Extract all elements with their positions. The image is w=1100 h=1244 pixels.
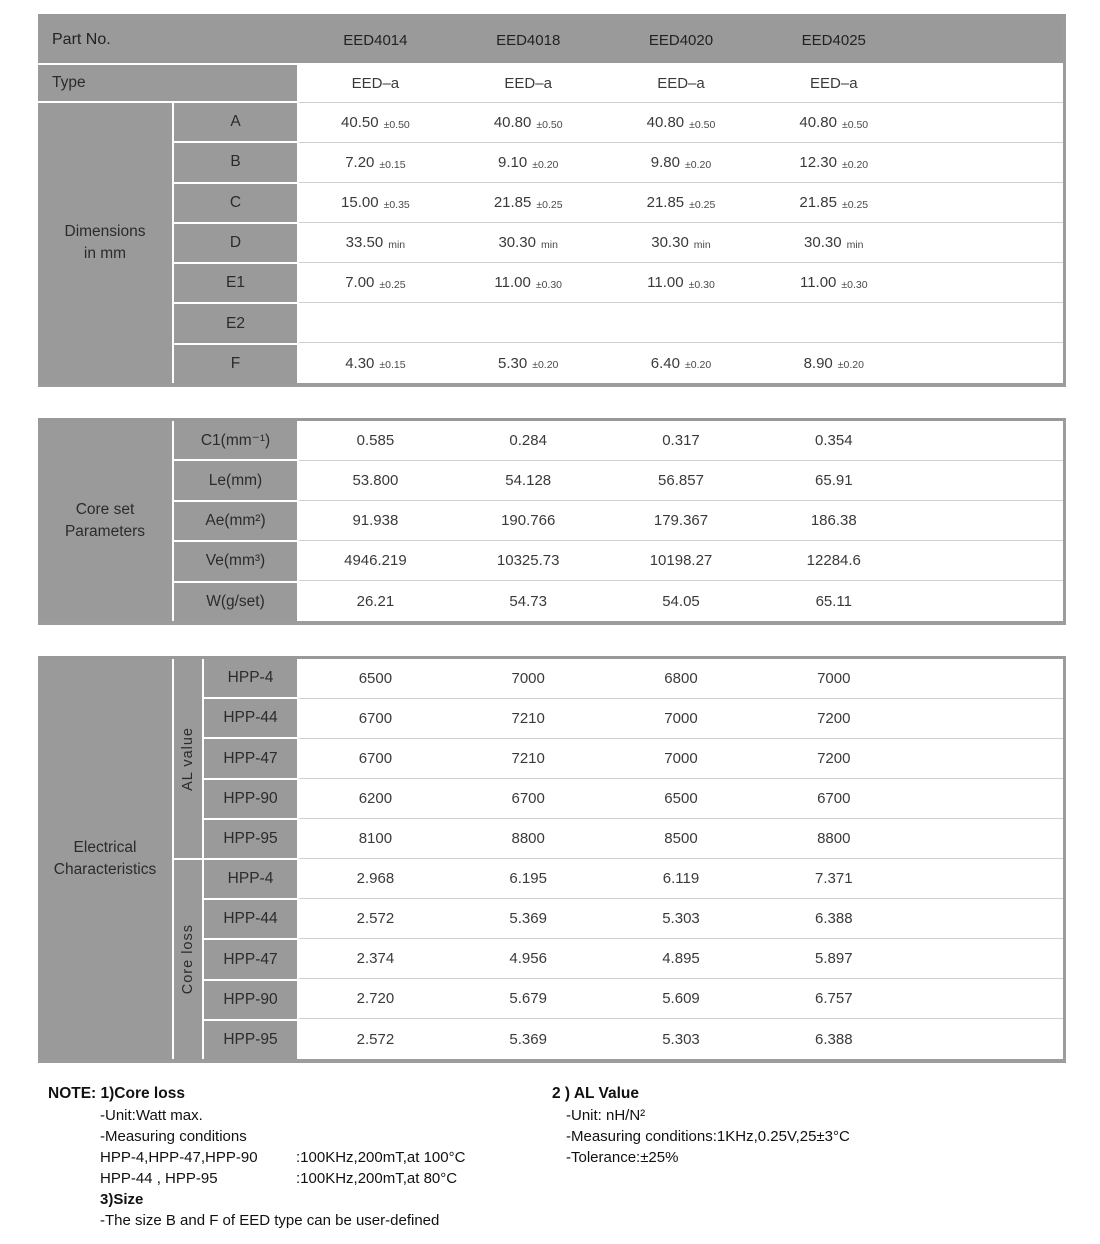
- table-core-set: [38, 418, 1066, 625]
- hpp-row-labels: [204, 659, 297, 1059]
- dim-value-cell: [605, 303, 758, 342]
- core-param-value: [910, 501, 1063, 540]
- dim-tolerance: ±0.15: [379, 158, 406, 171]
- core-param-value: 0.354: [815, 432, 853, 449]
- note-core-loss-lines: [48, 1105, 552, 1231]
- dim-value-cell: [910, 343, 1063, 383]
- dim-value: 15.00: [341, 194, 379, 211]
- part-number: EED4020: [648, 31, 714, 49]
- dim-value-cell: [452, 343, 605, 383]
- core-loss-cell: [910, 1019, 1063, 1059]
- dim-value-cell: [757, 343, 910, 383]
- dim-value: 11.00: [799, 274, 837, 291]
- core-param-value: 54.05: [662, 592, 700, 610]
- al-value-data-row: [299, 739, 1063, 779]
- dim-value-cell: [605, 143, 758, 182]
- part-number: EED4025: [801, 31, 866, 49]
- dim-tolerance: ±0.20: [837, 359, 864, 371]
- al-value-cell: 6200: [358, 790, 393, 807]
- core-param-value: 179.367: [653, 512, 709, 529]
- dimension-row-labels: [174, 103, 297, 383]
- subgroup-label-text: AL value: [180, 726, 196, 791]
- dim-value-cell: [299, 143, 452, 182]
- al-value-cell: 8800: [817, 830, 851, 847]
- core-set-section: [38, 421, 1063, 621]
- al-value-data-row: [299, 819, 1063, 859]
- type-value: EED–a: [504, 75, 552, 92]
- electrical-group-label-line2: Characteristics: [53, 861, 157, 878]
- note-line: [48, 1105, 552, 1126]
- dim-value: 40.80: [646, 114, 685, 131]
- al-value-cell: [910, 739, 1063, 778]
- dim-value: 30.30: [651, 234, 689, 251]
- al-value-cell: [910, 699, 1063, 738]
- core-param-value: 10325.73: [496, 552, 560, 569]
- dimensions-group-label: [38, 103, 172, 383]
- core-param-value: 186.38: [810, 512, 857, 529]
- note-line: [48, 1126, 552, 1147]
- dim-tolerance: ±0.20: [532, 359, 559, 371]
- dim-value: 7.00: [345, 274, 375, 291]
- core-param-value: 53.800: [352, 472, 399, 489]
- al-value-data-row: [299, 659, 1063, 699]
- core-param-value: 0.317: [662, 432, 700, 449]
- hpp-row-label: HPP-47: [204, 739, 297, 777]
- dim-value-cell: [452, 103, 605, 142]
- core-param-value: 91.938: [352, 512, 399, 529]
- core-param-labels: [174, 421, 297, 621]
- dim-value-cell: [757, 263, 910, 302]
- dim-value: 12.30: [799, 154, 837, 171]
- note-al-value-title: 2 ) AL Value: [552, 1085, 640, 1102]
- note-text: -Measuring conditions: [100, 1128, 247, 1145]
- dim-tolerance: ±0.50: [689, 118, 716, 131]
- part-number: [910, 17, 1063, 63]
- type-value: EED–a: [351, 75, 400, 92]
- al-value-group-label: [174, 659, 202, 858]
- type-row: [38, 65, 1063, 103]
- dim-value-cell: [605, 263, 758, 302]
- table-dimensions: [38, 14, 1066, 387]
- dim-tolerance: ±0.20: [684, 158, 712, 171]
- note-line: [552, 1126, 1100, 1147]
- dim-row-label: A: [174, 103, 297, 141]
- part-number-columns: [299, 17, 1063, 63]
- dim-data-row: [299, 183, 1063, 223]
- al-value-cell: 6700: [511, 790, 545, 807]
- dim-value-cell: [299, 263, 452, 302]
- note-text: -Measuring conditions:1KHz,0.25V,25±3°C: [566, 1128, 850, 1145]
- al-value-cell: 8100: [358, 830, 393, 847]
- hpp-row-label: HPP-95: [204, 820, 297, 858]
- al-value-cell: [910, 779, 1063, 818]
- core-param-value: 0.284: [509, 432, 547, 449]
- core-data-row: [299, 541, 1063, 581]
- core-loss-cell: 5.303: [662, 1030, 700, 1048]
- core-loss-cell: [910, 899, 1063, 938]
- dimensions-group-label-line1: Dimensions: [64, 222, 146, 240]
- dim-value: 8.90: [803, 354, 833, 372]
- dim-value-cell: [299, 103, 452, 142]
- note-al-value: [552, 1083, 1100, 1231]
- type-value: EED–a: [810, 75, 858, 92]
- core-loss-cell: [910, 979, 1063, 1018]
- note-core-loss: [48, 1083, 552, 1231]
- note-text: -Unit: nH/N²: [566, 1107, 646, 1124]
- dim-tolerance: ±0.15: [379, 359, 406, 371]
- core-loss-cell: 5.897: [815, 950, 853, 967]
- core-param-label: C1(mm⁻¹): [174, 421, 297, 459]
- dim-tolerance: ±0.30: [535, 278, 563, 291]
- core-loss-cell: [910, 939, 1063, 978]
- core-param-value: 12284.6: [806, 552, 861, 569]
- core-loss-cell: 5.679: [509, 990, 547, 1007]
- al-value-cell: [910, 819, 1063, 858]
- dim-row-label: E2: [174, 304, 297, 342]
- subgroup-label-text: Core loss: [180, 924, 196, 995]
- note-al-value-lines: [552, 1105, 1100, 1168]
- dim-value-cell: [757, 223, 910, 262]
- al-value-cell: 7210: [511, 710, 545, 727]
- type-value: EED–a: [657, 75, 705, 92]
- core-param-label: Le(mm): [174, 461, 297, 499]
- note-text: 3)Size: [100, 1191, 144, 1208]
- electrical-values: [299, 659, 1063, 1059]
- dim-value-cell: [910, 223, 1063, 262]
- dim-value: 40.80: [799, 114, 837, 131]
- core-param-label: Ve(mm³): [174, 542, 297, 580]
- core-param-value: 65.91: [815, 472, 853, 489]
- dim-tolerance: ±0.20: [684, 359, 712, 371]
- dim-value-cell: [910, 303, 1063, 342]
- al-value-cell: 6500: [664, 790, 698, 807]
- note-line: [552, 1147, 1100, 1168]
- dim-tolerance: ±0.50: [383, 118, 410, 131]
- dim-data-row: [299, 343, 1063, 383]
- al-value-cell: 7210: [511, 750, 545, 767]
- core-param-value: [910, 461, 1063, 500]
- core-loss-data-row: [299, 899, 1063, 939]
- dim-value: 11.00: [647, 274, 684, 291]
- dim-tolerance: ±0.20: [532, 158, 559, 171]
- core-loss-cell: 5.303: [662, 910, 700, 927]
- dim-value: 21.85: [799, 194, 837, 211]
- type-values: [299, 65, 1063, 103]
- dimension-values: [299, 103, 1063, 383]
- dim-tolerance: ±0.25: [689, 198, 716, 211]
- dim-value: 5.30: [497, 354, 528, 372]
- core-loss-cell: 5.609: [662, 990, 700, 1007]
- dimensions-section: [38, 103, 1063, 383]
- core-loss-cell: 2.572: [356, 910, 395, 927]
- type-value: [910, 65, 1063, 102]
- core-loss-cell: 4.895: [662, 950, 700, 967]
- note-condition-label: HPP-44 , HPP-95: [100, 1170, 218, 1187]
- hpp-row-label: HPP-44: [204, 900, 297, 938]
- hpp-row-label: HPP-90: [204, 981, 297, 1019]
- dim-value: 11.00: [494, 274, 531, 291]
- al-value-data-row: [299, 779, 1063, 819]
- al-value-cell: 6700: [358, 750, 393, 767]
- dim-tolerance: ±0.25: [536, 198, 563, 211]
- core-loss-cell: 5.369: [509, 1030, 547, 1048]
- dim-data-row: [299, 263, 1063, 303]
- dim-row-label: E1: [174, 264, 297, 302]
- core-loss-group-label: [174, 860, 202, 1059]
- dim-value-cell: [910, 103, 1063, 142]
- al-value-cell: 6700: [817, 790, 851, 807]
- core-loss-data-row: [299, 859, 1063, 899]
- al-value-cell: 8500: [664, 830, 698, 847]
- dim-tolerance: ±0.50: [536, 118, 563, 131]
- core-loss-cell: 4.956: [509, 950, 547, 967]
- core-set-group-label-line2: Parameters: [64, 523, 146, 540]
- note-line: [48, 1168, 552, 1189]
- electrical-group-label: [38, 659, 172, 1059]
- core-loss-cell: 2.720: [356, 990, 395, 1007]
- part-no-header-row: [38, 17, 1063, 63]
- note-line: [48, 1189, 552, 1210]
- al-value-data-row: [299, 699, 1063, 739]
- dim-value: 21.85: [646, 194, 685, 211]
- al-value-cell: 7200: [817, 710, 851, 727]
- dim-value-cell: [757, 103, 910, 142]
- al-value-cell: 7000: [511, 670, 545, 687]
- core-loss-cell: 7.371: [815, 870, 853, 887]
- core-loss-data-row: [299, 1019, 1063, 1059]
- dim-value-cell: [452, 183, 605, 222]
- core-loss-cell: 6.388: [815, 910, 853, 927]
- core-data-row: [299, 501, 1063, 541]
- core-data-row: [299, 421, 1063, 461]
- core-loss-cell: 2.968: [356, 870, 395, 887]
- core-loss-data-row: [299, 939, 1063, 979]
- dim-value-cell: [605, 223, 758, 262]
- note-line: [48, 1147, 552, 1168]
- dim-tolerance: ±0.30: [688, 278, 715, 291]
- note-condition-text: :100KHz,200mT,at 100°C: [296, 1149, 466, 1166]
- dim-value-cell: [299, 223, 452, 262]
- table-electrical: [38, 656, 1066, 1063]
- dim-value-cell: [757, 303, 910, 342]
- part-number: EED4014: [343, 31, 408, 49]
- note-line: [552, 1105, 1100, 1126]
- core-param-label: Ae(mm²): [174, 502, 297, 540]
- al-value-cell: 7000: [664, 750, 698, 767]
- dim-data-row: [299, 303, 1063, 343]
- core-loss-cell: [910, 859, 1063, 898]
- core-param-value: 54.73: [509, 592, 547, 610]
- note-text: -Unit:Watt max.: [100, 1107, 203, 1124]
- dim-value-cell: [452, 143, 605, 182]
- dim-value: 30.30: [498, 234, 536, 251]
- dim-row-label: C: [174, 184, 297, 222]
- hpp-row-label: HPP-4: [204, 659, 297, 697]
- al-value-cell: [910, 659, 1063, 698]
- electrical-section: [38, 659, 1063, 1059]
- core-param-label: W(g/set): [174, 583, 297, 621]
- dim-value-cell: [605, 103, 758, 142]
- dim-value: 21.85: [493, 194, 532, 211]
- core-data-row: [299, 461, 1063, 501]
- dim-value-cell: [910, 263, 1063, 302]
- dim-value: 4.30: [345, 354, 375, 372]
- dim-value-cell: [605, 183, 758, 222]
- dim-row-label: F: [174, 345, 297, 383]
- dim-value: 40.50: [341, 114, 379, 131]
- core-param-value: 65.11: [815, 592, 852, 610]
- core-loss-cell: 5.369: [509, 910, 547, 927]
- core-set-group-label-line1: Core set: [75, 500, 135, 518]
- dim-tolerance: min: [388, 238, 406, 251]
- electrical-group-label-line1: Electrical: [73, 838, 137, 856]
- dim-tolerance: ±0.20: [841, 158, 869, 171]
- dim-tolerance: ±0.35: [383, 198, 410, 211]
- core-loss-cell: 6.119: [662, 870, 700, 887]
- dim-value-cell: [299, 183, 452, 222]
- al-value-cell: 7000: [664, 710, 698, 727]
- core-loss-cell: 6.388: [815, 1030, 853, 1048]
- dim-value-cell: [299, 343, 452, 383]
- al-value-cell: 6500: [358, 670, 393, 687]
- hpp-row-label: HPP-44: [204, 699, 297, 737]
- part-number: EED4018: [496, 31, 561, 49]
- dim-tolerance: ±0.25: [841, 198, 869, 211]
- dim-value-cell: [299, 303, 452, 342]
- dimensions-group-label-line2: in mm: [83, 245, 127, 262]
- core-loss-cell: 2.572: [356, 1030, 395, 1048]
- dim-value-cell: [910, 143, 1063, 182]
- dim-value-cell: [452, 263, 605, 302]
- note-text: -Tolerance:±25%: [566, 1149, 679, 1166]
- dim-value: 9.80: [650, 154, 680, 171]
- dim-value-cell: [452, 223, 605, 262]
- core-param-value: [910, 581, 1063, 621]
- dim-value-cell: [452, 303, 605, 342]
- hpp-row-label: HPP-47: [204, 940, 297, 978]
- core-loss-cell: 6.195: [509, 870, 547, 887]
- dim-value: 7.20: [345, 154, 375, 171]
- dim-row-label: B: [174, 143, 297, 181]
- core-loss-cell: 6.757: [815, 990, 853, 1007]
- dim-row-label: D: [174, 224, 297, 262]
- note-condition-label: HPP-4,HPP-47,HPP-90: [100, 1149, 258, 1166]
- dim-tolerance: min: [541, 238, 558, 251]
- dim-value: 40.80: [493, 114, 532, 131]
- al-value-cell: 7200: [817, 750, 851, 767]
- core-param-value: 190.766: [501, 512, 556, 529]
- dim-value-cell: [910, 183, 1063, 222]
- note-text: -The size B and F of EED type can be user-defined: [100, 1212, 440, 1229]
- note-core-loss-title: NOTE: 1)Core loss: [48, 1085, 185, 1102]
- core-param-value: 4946.219: [344, 552, 407, 569]
- note-condition-text: :100KHz,200mT,at 80°C: [296, 1170, 458, 1187]
- notes-section: [48, 1083, 1100, 1231]
- dim-value: 6.40: [650, 354, 680, 372]
- type-label: Type: [38, 65, 297, 101]
- dim-data-row: [299, 223, 1063, 263]
- dim-tolerance: ±0.25: [379, 278, 406, 291]
- dim-tolerance: ±0.30: [841, 278, 868, 291]
- core-param-value: 56.857: [658, 472, 704, 489]
- dim-value: 33.50: [345, 234, 384, 251]
- part-no-label: Part No.: [52, 31, 111, 48]
- core-param-value: [910, 421, 1063, 460]
- dim-data-row: [299, 143, 1063, 183]
- dim-tolerance: ±0.50: [841, 118, 869, 131]
- dim-tolerance: min: [846, 238, 864, 251]
- dim-data-row: [299, 103, 1063, 143]
- core-param-value: 10198.27: [649, 552, 713, 569]
- dim-value-cell: [605, 343, 758, 383]
- core-param-value: 0.585: [356, 432, 395, 449]
- al-value-cell: 6800: [664, 670, 698, 687]
- al-value-cell: 7000: [817, 670, 851, 687]
- core-param-value: 54.128: [505, 472, 552, 489]
- core-loss-data-row: [299, 979, 1063, 1019]
- core-param-value: [910, 541, 1063, 580]
- core-param-values: [299, 421, 1063, 621]
- al-value-cell: 6700: [358, 710, 393, 727]
- al-value-cell: 8800: [511, 830, 545, 847]
- hpp-row-label: HPP-95: [204, 1021, 297, 1059]
- dim-value: 9.10: [497, 154, 528, 171]
- core-loss-cell: 2.374: [356, 950, 395, 967]
- hpp-row-label: HPP-90: [204, 780, 297, 818]
- electrical-subgroup-labels: [174, 659, 202, 1059]
- core-data-row: [299, 581, 1063, 621]
- dim-tolerance: min: [693, 238, 711, 251]
- hpp-row-label: HPP-4: [204, 860, 297, 898]
- note-line: [48, 1210, 552, 1231]
- core-set-group-label: [38, 421, 172, 621]
- dim-value: 30.30: [804, 234, 842, 251]
- dim-value-cell: [757, 143, 910, 182]
- dim-value-cell: [757, 183, 910, 222]
- core-param-value: 26.21: [356, 592, 395, 610]
